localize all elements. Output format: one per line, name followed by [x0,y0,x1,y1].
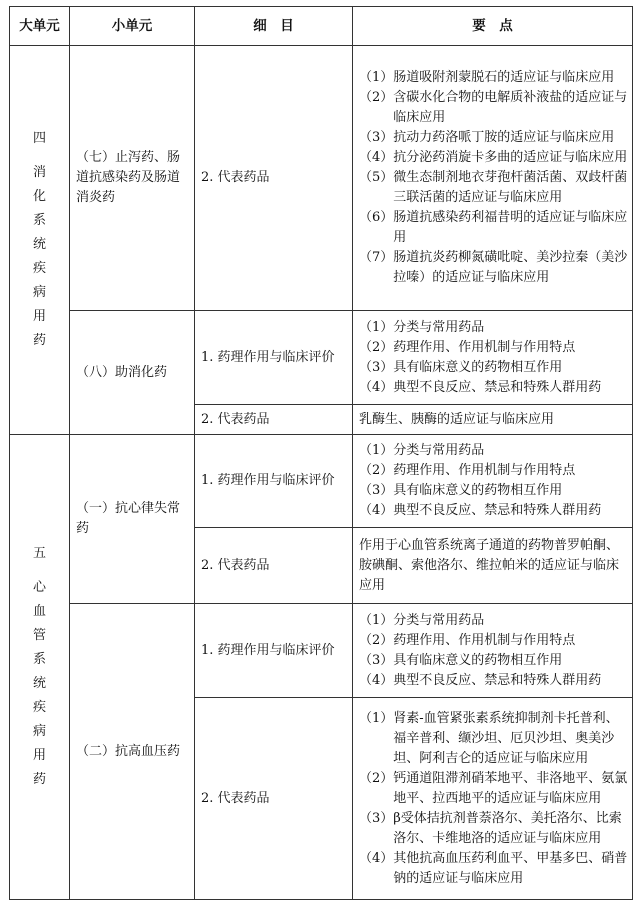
detail-cell: 2. 代表药品 [195,698,353,900]
list-item: （1） 分类与常用药品 [359,443,485,458]
list-item: （4） 典型不良反应、禁忌和特殊人群用药 [359,503,602,518]
list-item: （1） 分类与常用药品 [359,319,485,335]
list-item: （4） 抗分泌药消旋卡多曲的适应证与临床应用 [359,150,628,165]
minor-unit-cell: （一）抗心律失常药 [70,435,195,604]
list-item: （4） 典型不良反应、禁忌和特殊人群用药 [359,379,602,395]
table-row [10,604,633,698]
list-item: （2） 药理作用、作用机制与作用特点 [359,463,576,478]
list-item: （7） 肠道抗炎药柳氮磺吡啶、美沙拉秦（美沙拉嗪）的适应证与临床应用 [359,250,628,285]
syllabus-table [9,6,633,900]
list-item: 作用于心血管系统离子通道的药物普罗帕酮、胺碘酮、索他洛尔、维拉帕米的适应证与临床应用 [359,537,620,593]
minor-unit-cell: （七）止泻药、肠道抗感染药及肠道消炎药 [70,46,195,311]
detail-cell: 1. 药理作用与临床评价 [195,435,353,528]
header-major-unit: 大单元 [10,7,70,46]
list-item: （1） 分类与常用药品 [359,612,485,628]
header-detail: 细 目 [195,7,353,46]
points-cell [353,604,633,698]
detail-cell: 2. 代表药品 [195,528,353,604]
table-row [10,46,633,311]
points-cell [353,46,633,311]
points-cell [353,311,633,405]
points-cell [353,698,633,900]
major-unit-label: 五 心血管系统疾病用药 [32,546,46,787]
list-item: （4） 典型不良反应、禁忌和特殊人群用药 [359,672,602,688]
major-unit-cell [10,46,70,435]
major-unit-cell [10,435,70,900]
detail-cell: 2. 代表药品 [195,405,353,435]
list-item: （2） 钙通道阻滞剂硝苯地平、非洛地平、氨氯地平、拉西地平的适应证与临床应用 [359,770,628,806]
detail-cell: 2. 代表药品 [195,46,353,311]
list-item: （3） 具有临床意义的药物相互作用 [359,483,563,498]
header-key-points: 要 点 [353,7,633,46]
header-minor-unit: 小单元 [70,7,195,46]
major-unit-label: 四 消化系统疾病用药 [32,131,46,348]
list-item: （2） 药理作用、作用机制与作用特点 [359,339,576,355]
points-cell [353,528,633,604]
list-item: （5） 微生态制剂地衣芽孢杆菌活菌、双歧杆菌三联活菌的适应证与临床应用 [359,170,628,205]
list-item: （2） 含碳水化合物的电解质补液盐的适应证与临床应用 [359,90,628,125]
list-item: （3） β受体拮抗剂普萘洛尔、美托洛尔、比索洛尔、卡维地洛的适应证与临床应用 [359,810,622,846]
minor-unit-cell: （二）抗高血压药 [70,604,195,900]
detail-cell: 1. 药理作用与临床评价 [195,311,353,405]
list-item: （1） 肾素-血管紧张素系统抑制剂卡托普利、福辛普利、缬沙坦、厄贝沙坦、奥美沙坦、阿利吉仑的适应证与临床应用 [359,710,619,766]
table-row [10,311,633,405]
detail-cell: 1. 药理作用与临床评价 [195,604,353,698]
list-item: （2） 药理作用、作用机制与作用特点 [359,632,576,648]
list-item: （6） 肠道抗感染药利福昔明的适应证与临床应用 [359,210,628,245]
list-item: （3） 具有临床意义的药物相互作用 [359,359,563,375]
list-item: （3） 抗动力药洛哌丁胺的适应证与临床应用 [359,130,615,145]
list-item: （3） 具有临床意义的药物相互作用 [359,652,563,668]
list-item: （4） 其他抗高血压药利血平、甲基多巴、硝普钠的适应证与临床应用 [359,850,628,886]
points-cell [353,405,633,435]
list-item: （1） 肠道吸附剂蒙脱石的适应证与临床应用 [359,70,615,85]
list-item: 乳酶生、胰酶的适应证与临床应用 [359,411,555,427]
table-row [10,435,633,528]
minor-unit-cell: （八）助消化药 [70,311,195,435]
points-cell [353,435,633,528]
table-header-row [10,7,633,46]
